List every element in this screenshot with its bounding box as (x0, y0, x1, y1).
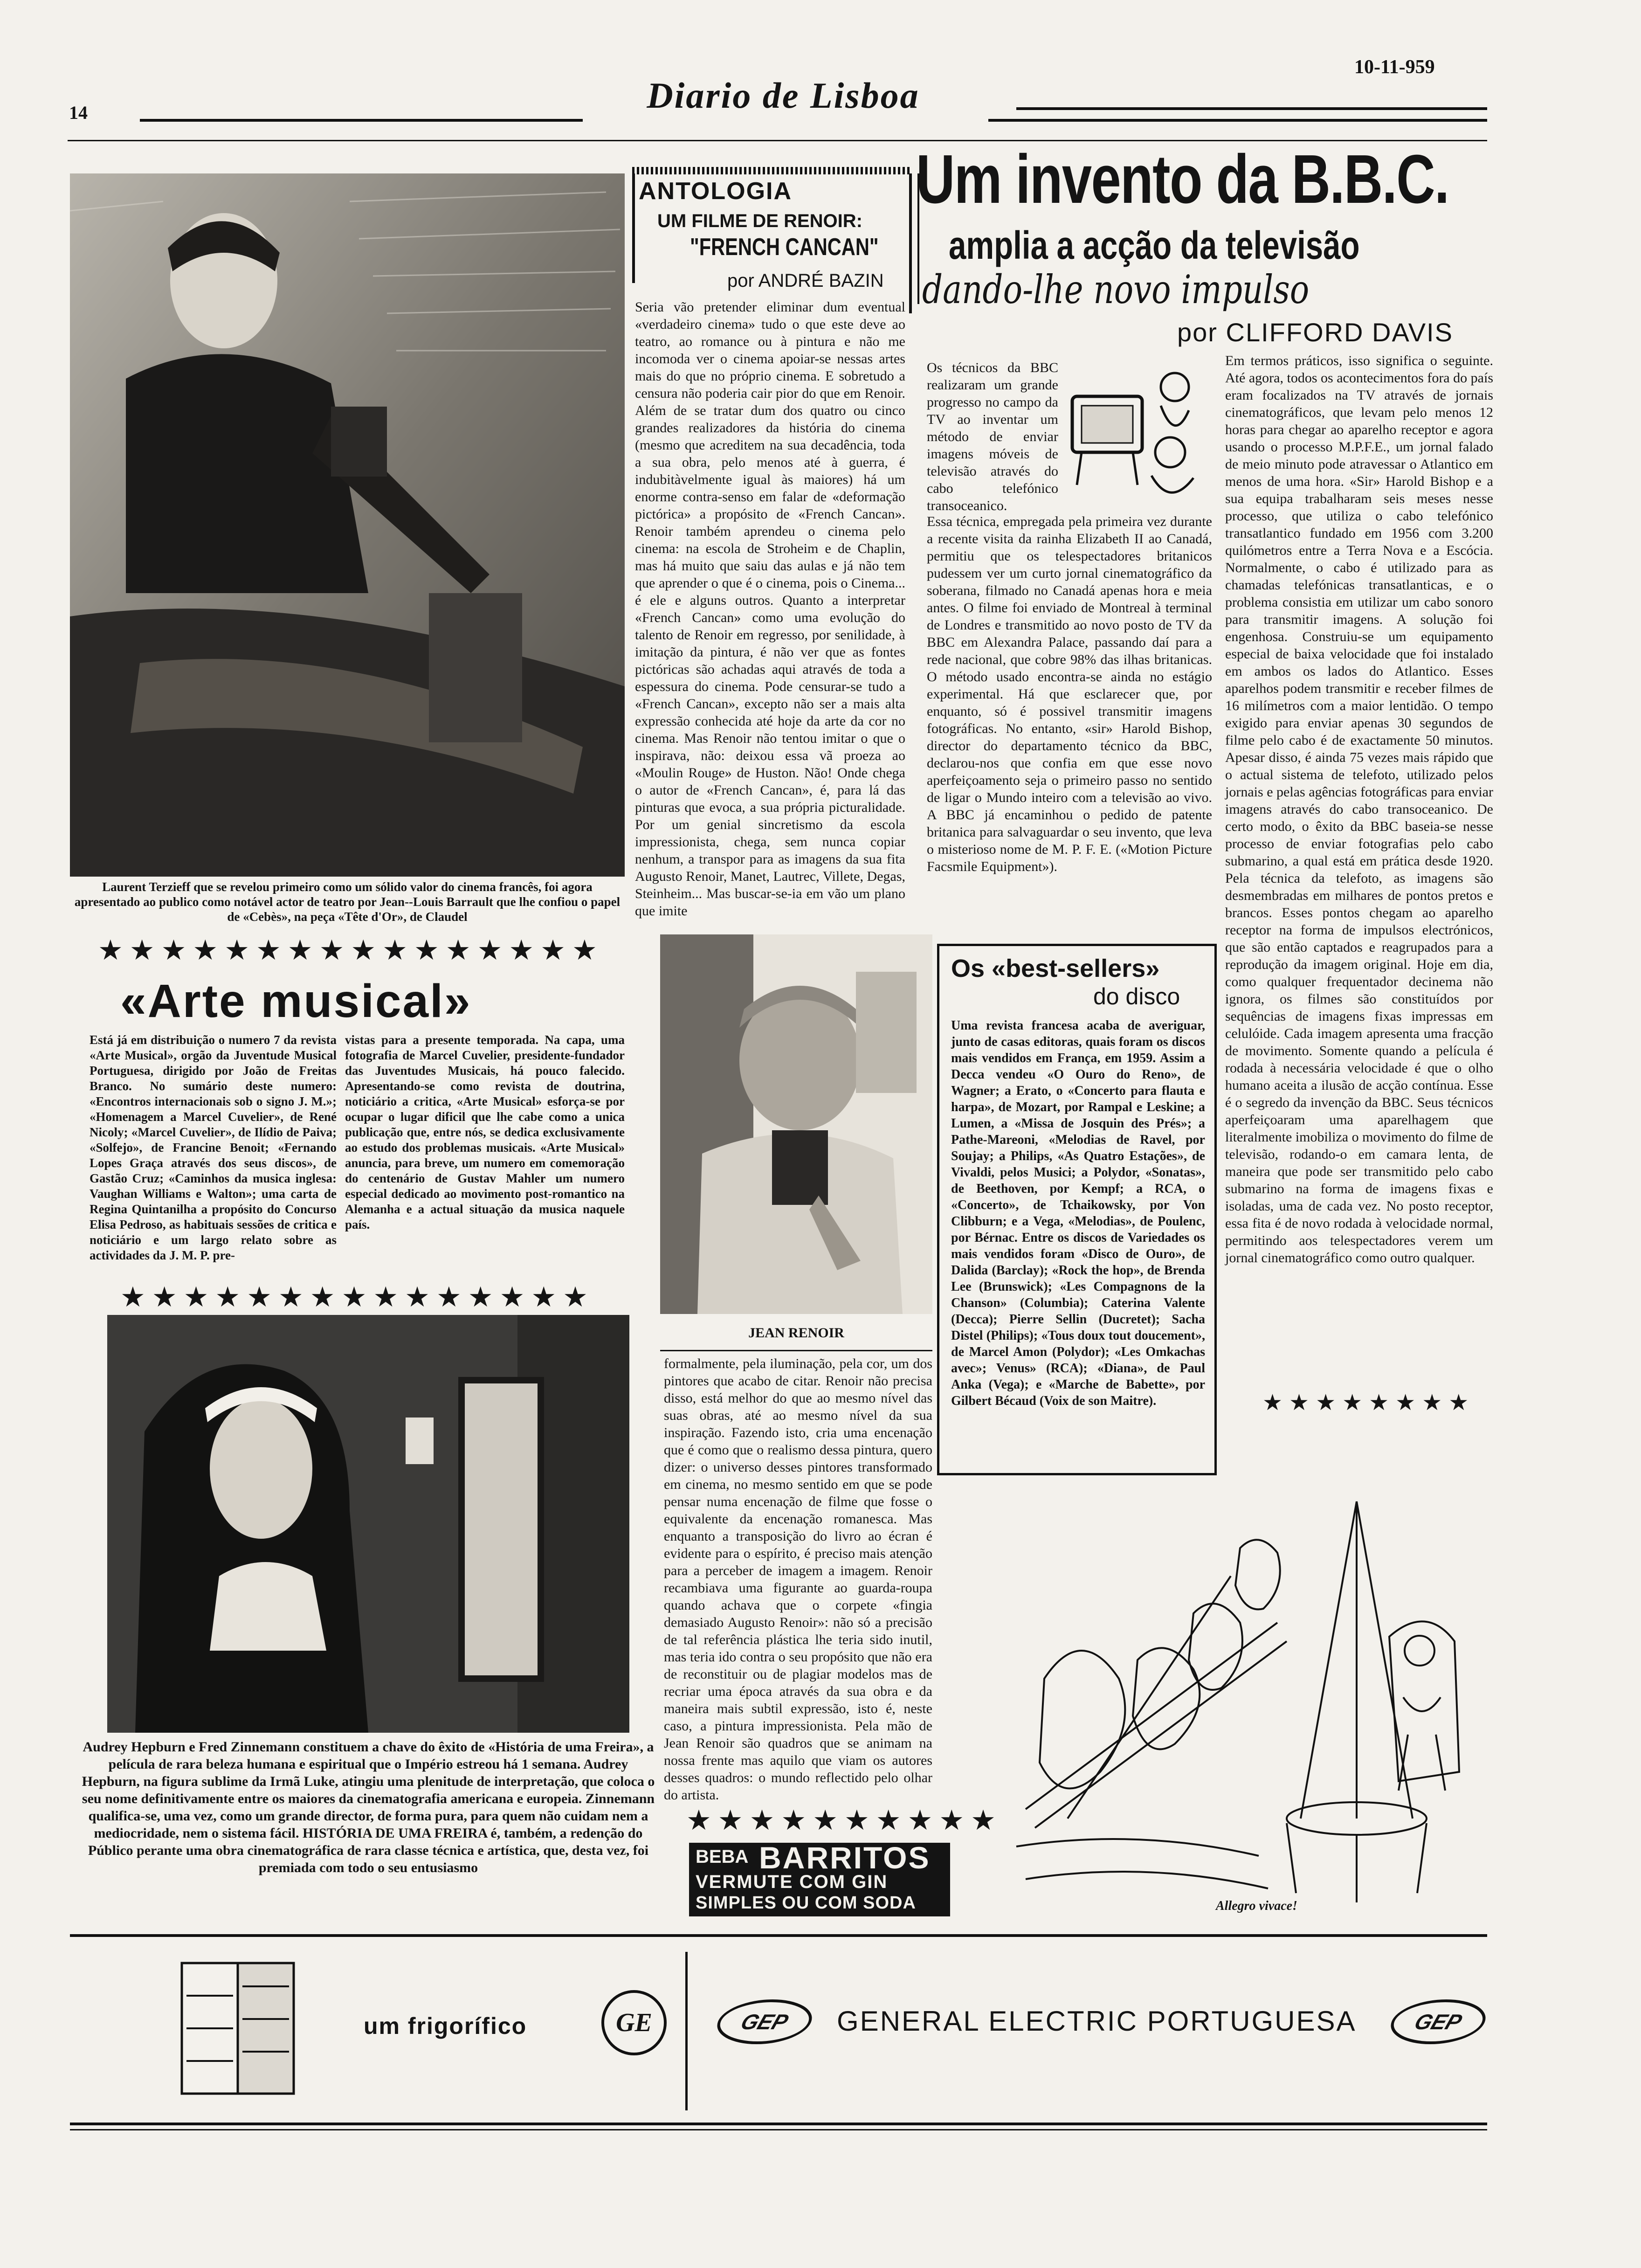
barritos-line2: VERMUTE COM GIN (696, 1872, 888, 1892)
terzieff-caption: Laurent Terzieff que se revelou primeiro como um sólido valor do cinema francês, foi agora apresentado ao publico como notável actor de teatro por Jean--Louis Barrault que lhe confiou o papel de «Cebès», na peça «Tête d'Or», de Claudel (74, 880, 621, 924)
hepburn-photo (107, 1315, 629, 1733)
antologia-byline: por ANDRÉ BAZIN (727, 270, 884, 291)
ge-logo (601, 1990, 667, 2055)
gep-logo-right (1384, 1999, 1493, 2044)
renoir-photo (660, 934, 932, 1314)
bbc-body-2: Em termos práticos, isso significa o seguinte. Até agora, todos os acontecimentos fora do país eram focalizados na TV através de jornais cinematográficos, que levam pelo menos 12 horas para chegar ao aparelho receptor e agora usando o processo M.P.F.E., um jornal falado de meio minuto pode atravessar o Atlantico em menos de uma hora. «Sir» Harold Bishop e a sua equipa trabalharam seis meses nesse processo, que utiliza o cabo telefónico transatlantico fundado em 1956 com 3.200 quilómetros entre a Terra Nova e a Escócia. Normalmente, o cabo é utilizado para as chamadas telefónicas transatlanticas, e o problema consistia em utilizar um cabo sonoro para transmitir imagens. A solução foi engenhosa. Construiu-se um equipamento especial de baixa velocidade que foi instalado em ambos os lados do Atlantico. Esses aparelhos podem transmitir e receber filmes de 16 milímetros com a maior lentidão. O tempo exigido para enviar apenas 30 segundos de filme pelo cabo é de exactamente 50 minutos. Apesar disso, é ainda 75 vezes mais rápido que o actual sistema de telefoto, utilizado pelos jornais e pelas agências fotográficas para enviar imagens através do cabo transoceanico. De certo modo, o êxito da BBC baseia-se nesse processo de enviar fotografias pelo cabo submarino, a qual está em prática desde 1920. Pela técnica da telefoto, as imagens são desmembradas em milhares de pontos pretos e brancos. Esses pontos chegam ao aparelho receptor na forma de impulsos electrónicos, que são então captados e reagrupados para a reprodução da imagem original. Hoje em dia, como qualquer frequentador decinema não ignora, os filmes são constituídos por sequências de imagens fixas impressas em celulóide. Cada imagem apresenta uma fracção de movimento. Somente quando a película é rodada à necessária velocidade é que o olho humano aceita a ilusão de acção contínua. Esse é o segredo da invenção da BBC. Seus técnicos aperfeiçoaram uma aparelhagem que literalmente imobiliza o movimento do filme de televisão, rodando-o em camara lenta, de maneira que pode ser transmitido pelo cabo submarino na forma de imagens fixas e isoladas, uma de cada vez. No posto receptor, essa fita é de novo rodada à velocidade normal, permitindo aos telespectadores verem um jornal cinematográfico como outro qualquer. (1225, 353, 1493, 1265)
bbc-end-stars: ★★★★★★★★ (1262, 1390, 1476, 1416)
bestsellers-body: Uma revista francesa acaba de averiguar, junto de casas editoras, quais foram os discos mais vendidos em França, em 1959. Assim a Decca vendeu «O Ouro do Reno», de Wagner; a Erato, o «Concerto para flauta e harpa», de Mozart, por Rampal e Leskine; a Lumen, a «Missa de Josquin des Prés»; a Pathe-Mareoni, «Melodias de Ravel, por Soujay; a Philips, «As Quatro Estações», de Vivaldi, pelos Musici; a Polydor, «Sonatas», de Beethoven, por Kempf; a RCA, o «Concerto», de Tchaikowsky, por Von Clibburn; e a Vega, «Melodias», de Poulenc, por Bérnac. Entre os discos de Variedades os mais vendidos foram «Disco de Ouro», de Dalida (Barclay); «Rock the hop», de Brenda Lee (Brunswick); «Les Compagnons de la Chanson» (Columbia); Caterina Valente (Decca); Pierre Sellin (Ducretet); Sacha Distel (Philips); «Tous doux tout doucement», de Marcel Amon (Polydor); «Les Omkachas avec»; Venus» (RCA); «Diana», de Paul Anka (Vega); e «Marche de Babette», por Gilbert Bécaud (Voix de son Maitre). (951, 1018, 1205, 1408)
bestsellers-title: Os «best-sellers» (951, 954, 1160, 982)
bestsellers-subtitle: do disco (1093, 983, 1180, 1010)
antologia-title-line1: UM FILME DE RENOIR: (657, 211, 862, 231)
antologia-left-border (632, 173, 635, 283)
renoir-caption-rule (660, 1350, 932, 1351)
gep-logo-left (710, 1999, 820, 2044)
arte-musical-body-2: vistas para a presente temporada. Na capa, uma fotografia de Marcel Cuvelier, presidente-fundador das Juventudes Musicais, há pouco falecido. Apresentando-se como revista de doutrina, noticiário a critica, «Arte Musical» esforça-se por ocupar o lugar dificil que lhe cabe como a unica publicação que, entre nós, se dedica exclusivamente ao estudo dos problemas musicais. «Arte Musical» anuncia, para breve, um numero em comemoração do centenário de Gustav Mahler um numero especial dedicado ao movimento post-romantico na Alemanha e a actual situação da musica naquele país. (345, 1033, 625, 1231)
bbc-subhead-2: dando-lhe novo impulso (922, 267, 1310, 312)
barritos-line3: SIMPLES OU COM SODA (696, 1893, 916, 1913)
masthead-title: Diario de Lisboa (647, 75, 920, 116)
fridge-illustration (177, 1958, 298, 2098)
tv-illustration (1068, 359, 1207, 513)
antologia-kicker: ANTOLOGIA (639, 178, 793, 205)
barritos-beba: BEBA (696, 1846, 749, 1867)
bbc-subhead: amplia a acção da televisão (949, 223, 1360, 267)
ad-bottom-rule (70, 2123, 1487, 2125)
page-number: 14 (69, 102, 88, 123)
antologia-right-border (909, 173, 912, 313)
ge-company: GENERAL ELECTRIC PORTUGUESA (837, 2005, 1357, 2037)
bbc-headline: Um invento da B.B.C. (916, 141, 1449, 218)
arte-musical-title: «Arte musical» (120, 975, 472, 1027)
terzieff-photo (70, 173, 625, 877)
ge-logo-text: GE (616, 2008, 652, 2037)
hepburn-caption: Audrey Hepburn e Fred Zinnemann constituem a chave do êxito de «História de uma Freira», a película de rara beleza humana e espiritual que o Império estreou há 1 semana. Audrey Hepburn, na figura sublime da Irmã Luke, atingiu uma plenitude de interpretação, que coloca o seu nome definitivamente entre os maiores da cinematografia americana e europeia. Zinnemann qualifica-se, uma vez, como um grande director, de forma pura, para quem não cuidam nem a mediocridade, nem o sistema fácil. HISTÓRIA DE UMA FREIRA é, também, a redenção do Público perante uma obra cinematográfica de rara classe técnica e artística, que, desta vez, foi premiada com todo o seu entusiasmo (82, 1739, 655, 1875)
barritos-ad (689, 1840, 950, 1916)
arte-stars-top: ★★★★★★★★★★★★★★★★ (98, 934, 604, 967)
arte-stars-bottom: ★★★★★★★★★★★★★★★ (120, 1281, 594, 1314)
ad-separator (685, 1952, 688, 2110)
barritos-brand: BARRITOS (759, 1840, 931, 1875)
antologia-top-border (632, 167, 912, 174)
cartoon-caption: Allegro vivace! (1216, 1899, 1297, 1913)
masthead-rule-top (1016, 107, 1487, 110)
ad-top-rule (70, 1934, 1487, 1937)
bbc-body-1: Essa técnica, empregada pela primeira vez durante a recente visita da rainha Elizabeth II ao Canadá, permitiu que os telespectadores britanicos pudessem ver um curto jornal cinematográfico da soberana, filmado no Canadá apenas hora e meia antes. O filme foi enviado de Montreal à terminal de Londres e transmitido ao novo posto de TV da BBC em Alexandra Palace, passando daí para a rede nacional, que cobre 98% das ilhas britanicas. O método usado encontra-se ainda no estágio experimental. Há que esclarecer que, por enquanto, só é possivel transmitir imagens fotográficas. No entanto, «sir» Harold Bishop, director do departamento técnico da BBC, declarou-nos que confia em que esse novo aperfeiçoamento seja o primeiro passo no sentido de ligar o Mundo inteiro com a televisão ao vivo. A BBC já encaminhou o pedido de patente britanica para salvaguardar o seu invento, que leva o misterioso nome de M. P. F. E. («Motion Picture Facsmile Equipment»). (927, 514, 1212, 874)
masthead-date: 10-11-959 (1354, 56, 1435, 78)
masthead-rule-left (140, 119, 583, 122)
bbc-byline: por CLIFFORD DAVIS (1177, 318, 1453, 347)
arte-musical-body-1: Está já em distribuição o numero 7 da revista «Arte Musical», orgão da Juventude Musical Portuguesa, dirigido por João de Freitas Branco. No sumário deste numero: «Encontros internacionais sob o signo J. M.»; «Homenagem a Marcel Cuvelier», de René Nicoly; «Marcel Cuvelier», de Ilídio de Paiva; «Solfejo», de Francine Benoit; «Fernando Lopes Graça através dos seus discos», de Gastão Cruz; «Caminhos da musica inglesa: Vaughan Williams e Walton»; uma carta de Regina Quintanilha a propósito do Concurso Elisa Pedroso, as habituais sessões de critica e noticiário e um largo relato sobre as actividades da J. M. P. pre- (90, 1033, 337, 1262)
barritos-stars: ★★★★★★★★★★ (686, 1804, 1002, 1837)
bbc-intro: Os técnicos da BBC realizaram um grande progresso no campo da TV ao inventar um método de enviar imagens móveis de televisão através do cabo telefónico transoceanico. (927, 360, 1058, 513)
orchestra-cartoon (998, 1483, 1496, 1912)
antologia-body-1: Seria vão pretender eliminar dum eventual «verdadeiro cinema» tudo o que este deve ao teatro, ao romance ou à pintura e não me incomoda ver o cinema apoiar-se nessas artes mais do que no próprio cinema. E sobretudo a censura não poderia cair pior do que em Renoir. Além de se tratar dum dos quatro ou cinco grandes realizadores da história do cinema (mesmo que acreditem na sua decadência, toda a sua obra, pelo menos até à guerra, é indubitàvelmente igual às maiores) há um enorme contra-senso em falar de «deformação pictórica» a propósito de «French Cancan». Renoir também aprendeu o cinema pelo cinema: na escola de Stroheim e de Chaplin, mas há muito que saiu das aulas e já não tem que aprender o que é o cinema, pois o Cinema... é ele e alguns outros. Quanto a interpretar «French Cancan» como uma evolução do talento de Renoir em regresso, por senilidade, à imitação da pintura, é não ver que as fontes pictóricas são achadas aqui através de toda a espessura do cinema. Pode censurar-se tudo a «French Cancan», excepto não ser a mais alta expressão conhecida até hoje da arte da cor no cinema. Mas Renoir não tentou imitar o que o inspirava, não: deixou essa vã proeza ao «Moulin Rouge» de Huston. Não! Onde chega o autor de «French Cancan», é, para lá das pinturas que evoca, a sua própria picturalidade. Por um genial sincretismo da escola impressionista, chega, sem nunca copiar nenhum, a transpor para as imagens da sua fita Augusto Renoir, Manet, Lautrec, Villete, Degas, Steinheim... Mas buscar-se-ia em vão um plano que imite (635, 299, 905, 919)
masthead-rule-right (988, 119, 1487, 122)
fridge-text: um frigorífico (364, 2013, 527, 2039)
antologia-title-line2: "FRENCH CANCAN" (690, 234, 879, 261)
ad-bottom-rule-2 (70, 2129, 1487, 2130)
gep-logo-left-text: GEP (737, 2010, 792, 2034)
renoir-caption: JEAN RENOIR (748, 1325, 844, 1341)
gep-logo-right-text: GEP (1411, 2010, 1466, 2034)
antologia-body-2: formalmente, pela iluminação, pela cor, um dos pintores que acabo de citar. Renoir não precisa disso, está melhor do que ao mesmo nível das suas obras, até ao mesmo nível da sua inspiração. Fazendo isto, cria uma encenação que é como que o realismo dessa pintura, quero dizer: o universo desses pintores transformado em cinema, no mesmo sentido em que se pode pensar numa encenação de filme que fosse o equivalente da encenação romanesca. Mas enquanto a transposição do livro ao écran é evidente para o espírito, é preciso mais atenção para a perceber de imagem a imagem. Renoir recambiava uma figurante ao guarda-roupa quando achava que o corpete «fingia demasiado Augusto Renoir»: não só a precisão de tal referência plástica lhe teria sido inutil, mas teria ido contra o seu propósito que não era de reconstituir ou de plagiar modelos mas de recriar uma época através da sua obra e da maneira mais subtil expressão, isto é, neste caso, a pintura impressionista. Pela mão de Jean Renoir são quadros que se animam na nossa frente mas aquilo que viam os autores desses quadros: o mundo reflectido pelo olhar do artista. (664, 1356, 932, 1803)
